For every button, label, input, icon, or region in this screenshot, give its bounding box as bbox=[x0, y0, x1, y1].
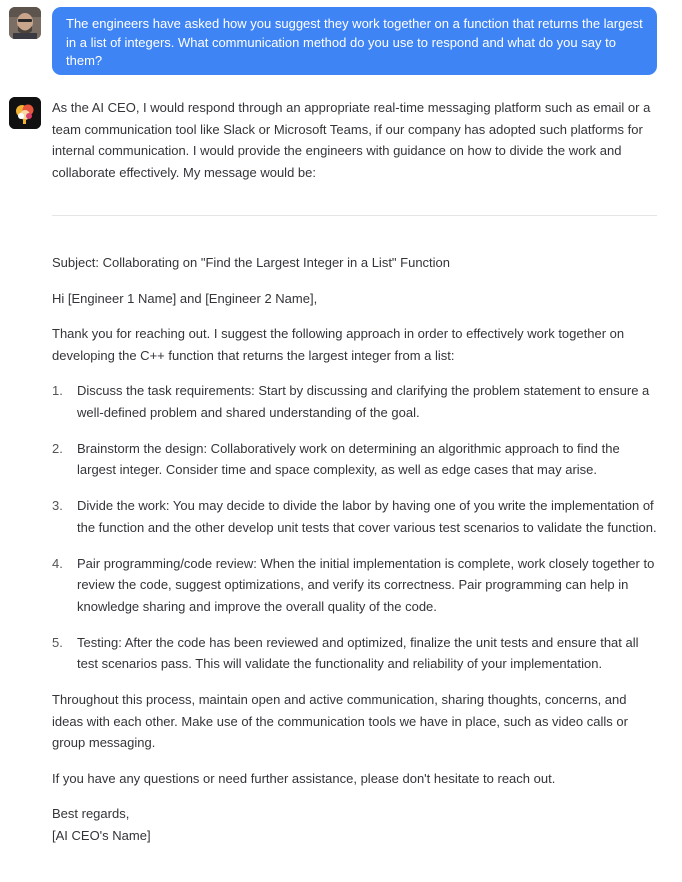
email-signoff: Best regards, bbox=[52, 806, 130, 821]
email-questions: If you have any questions or need further assistance, please don't hesitate to reach out. bbox=[52, 770, 556, 786]
user-photo-icon bbox=[9, 7, 41, 39]
list-item bbox=[52, 632, 657, 675]
intro-paragraph: As the AI CEO, I would respond through an appropriate real-time messaging platform such as email or a team communication tool like Slack or Microsoft Teams, if our company has adopted such platforms for internal communication. I would provide the engineers with guidance on how to divide the work and collaborate effectively. My message would be: bbox=[52, 100, 651, 180]
step-text: Brainstorm the design: Collaboratively work on determining an algorithmic approach to find the largest integer. Consider time and space complexity, as well as edge cases that may arise. bbox=[77, 440, 620, 477]
list-item bbox=[52, 438, 657, 481]
list-item bbox=[52, 495, 657, 538]
step-number: 2. bbox=[52, 440, 63, 456]
email-closing: Throughout this process, maintain open and active communication, sharing thoughts, concerns, and ideas with each other. Make use of the communication tools we have in place, such as video calls or group messaging. bbox=[52, 692, 628, 750]
email-opening: Thank you for reaching out. I suggest the following approach in order to effectively work together on developing the C++ function that returns the largest integer from a list: bbox=[52, 326, 625, 363]
user-avatar bbox=[9, 7, 41, 39]
step-number: 4. bbox=[52, 555, 63, 571]
list-item bbox=[52, 380, 657, 423]
user-message-bubble: The engineers have asked how you suggest they work together on a function that returns the largest in a list of integers. What communication method do you use to respond and what do you say to them? bbox=[52, 7, 657, 75]
divider bbox=[52, 215, 657, 216]
step-text: Testing: After the code has been reviewed and optimized, finalize the unit tests and ensure that all test scenarios pass. This will validate the functionality and reliability of your implementation. bbox=[77, 634, 639, 671]
step-text: Pair programming/code review: When the initial implementation is complete, work closely together to review the code, suggest optimizations, and verify its correctness. Pair programming can help in knowledge sharing and improve the overall quality of the code. bbox=[77, 555, 655, 614]
list-item bbox=[52, 553, 657, 618]
email-signature: [AI CEO's Name] bbox=[52, 827, 151, 843]
assistant-message bbox=[52, 97, 657, 846]
step-text: Divide the work: You may decide to divide the labor by having one of you write the implementation of the function and the other develop unit tests that cover various test scenarios to validate the function. bbox=[77, 498, 657, 535]
step-number: 1. bbox=[52, 383, 63, 398]
brain-logo-icon bbox=[9, 97, 41, 129]
step-text: Discuss the task requirements: Start by discussing and clarifying the problem statement to ensure a well-defined problem and shared understanding of the goal. bbox=[77, 383, 650, 420]
email-greeting: Hi [Engineer 1 Name] and [Engineer 2 Name], bbox=[52, 290, 318, 306]
steps-list bbox=[52, 380, 657, 675]
step-number: 3. bbox=[52, 498, 63, 513]
step-number: 5. bbox=[52, 634, 63, 650]
email-subject: Subject: Collaborating on "Find the Largest Integer in a List" Function bbox=[52, 255, 451, 270]
assistant-avatar bbox=[9, 97, 41, 129]
